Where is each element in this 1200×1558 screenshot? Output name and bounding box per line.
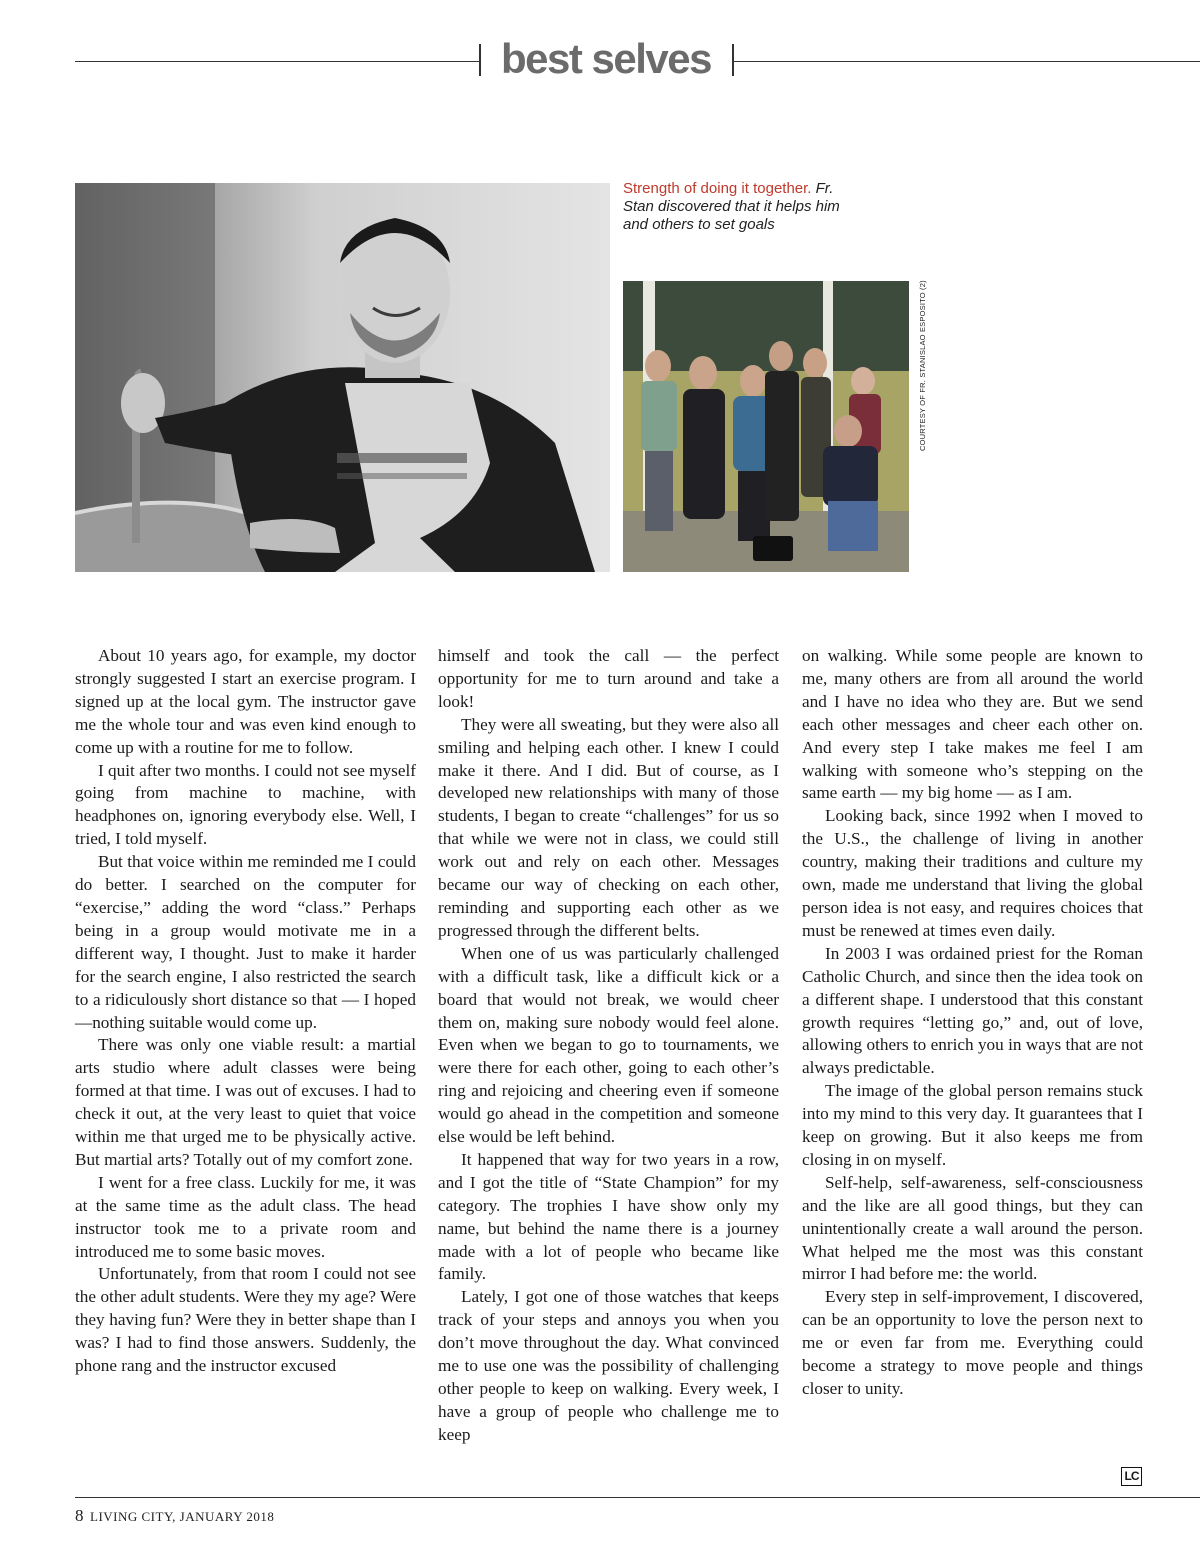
article-paragraph: There was only one viable result: a martial arts studio where adult classes were being formed at that time. I was out of excuses. I had to check it out, at the very least to quiet that voice within me that urged me to be physically active. But martial arts? Totally out of my comfort zone. <box>75 1035 416 1169</box>
article-paragraph: I went for a free class. Luckily for me, it was at the same time as the adult class. The head instructor took me to a private room and introduced me to some basic moves. <box>75 1172 416 1261</box>
article-paragraph: I quit after two months. I could not see myself going from machine to machine, with headphones on, ignoring everybody else. Well, I tried, I told myself. <box>75 760 416 849</box>
header-divider-left <box>479 44 481 76</box>
article-paragraph: They were all sweating, but they were also all smiling and helping each other. I knew I could make it there. And I did. But of course, as I developed new relationships with many of those students, I began to create “challenges” for us so that while we were not in class, we could still work out and rely on each other. Messages became our way of checking on each other, reminding and supporting each other as we progressed through the different belts. <box>438 714 779 940</box>
article-paragraph: When one of us was particularly challenged with a difficult task, like a difficult kick or a board that would not break, we would cheer them on, making sure nobody would feel alone. Even when we began to go to tournaments, we were there for each other, going to each other’s ring and rejoicing and cheering even if someone would go ahead in the competition and someone else would be left behind. <box>438 943 779 1147</box>
header-rule-left <box>75 61 479 62</box>
article-column-1 <box>75 645 416 1378</box>
end-mark-logo: LC <box>1121 1467 1142 1486</box>
page-footer <box>75 1506 274 1526</box>
photo-caption <box>623 180 863 234</box>
caption-body: Fr. Stan discovered that it helps him and others to set goals <box>623 180 840 233</box>
article-paragraph: Self-help, self-awareness, self-consciousness and the like are all good things, but they can unintentionally create a wall around the person. What helped me the most was this constant mirror I had before me: the world. <box>802 1172 1143 1284</box>
article-paragraph: himself and took the call — the perfect opportunity for me to turn around and take a look! <box>438 646 779 711</box>
header-divider-right <box>732 44 734 76</box>
section-title: best selves <box>501 35 711 82</box>
article-paragraph: Lately, I got one of those watches that keeps track of your steps and annoys you when you don’t move throughout the day. What convinced me to use one was the possibility of challenging other people to keep on walking. Every week, I have a group of people who challenge me to keep <box>438 1287 779 1444</box>
page-number: 8 <box>75 1506 84 1525</box>
article-paragraph: Every step in self-improvement, I discovered, can be an opportunity to love the person next to me or even far from me. Everything could become a strategy to move people and things closer to unity. <box>802 1287 1143 1398</box>
main-photo <box>75 183 610 572</box>
article-paragraph: The image of the global person remains stuck into my mind to this very day. It guarantees that I keep on growing. But it also keeps me from closing in on myself. <box>802 1081 1143 1169</box>
article-paragraph: Looking back, since 1992 when I moved to the U.S., the challenge of living in another country, making their traditions and culture my own, made me understand that living the global person idea is not easy, and requires choices that must be renewed at times even daily. <box>802 806 1143 940</box>
article-column-3 <box>802 645 1143 1401</box>
article-paragraph: In 2003 I was ordained priest for the Roman Catholic Church, and since then the idea took on a different shape. I understood that this constant growth requires “letting go,” and, out of love, allowing others to enrich you in ways that are not always predictable. <box>802 943 1143 1078</box>
header-rule-right <box>734 61 1200 62</box>
article-paragraph: on walking. While some people are known to me, many others are from all around the world and I have no idea who they are. But we send each other messages and cheer each other on. And every step I take makes me feel I am walking with someone who’s stepping on the same earth — my big home — as I am. <box>802 646 1143 803</box>
footer-rule <box>75 1497 1200 1498</box>
caption-lead: Strength of doing it together. <box>623 180 812 197</box>
group-photo <box>623 281 909 572</box>
article-paragraph: It happened that way for two years in a row, and I got the title of “State Champion” for my category. The trophies I have show only my name, but behind the name there is a journey made with a lot of people who became like family. <box>438 1149 779 1284</box>
article-paragraph: Unfortunately, from that room I could not see the other adult students. Were they my age? Were they having fun? Were they in better shape than I was? I had to find those answers. Suddenly, the phone rang and the instructor excused <box>75 1264 416 1376</box>
publication-line: LIVING CITY, JANUARY 2018 <box>90 1509 275 1524</box>
article-column-2 <box>438 645 779 1447</box>
photo-credit: COURTESY OF FR. STANISLAO ESPOSITO (2) <box>918 280 927 451</box>
article-paragraph: But that voice within me reminded me I could do better. I searched on the computer for “exercise,” adding the word “class.” Perhaps being in a group would motivate me in a different way, I thought. Just to make it harder for the search engine, I also restricted the search to a ridiculously short distance so that — I hoped —nothing suitable would come up. <box>75 852 416 1032</box>
article-paragraph: About 10 years ago, for example, my doctor strongly suggested I start an exercise program. I signed up at the local gym. The instructor gave me the whole tour and was even kind enough to come up with a routine for me to follow. <box>75 646 416 757</box>
